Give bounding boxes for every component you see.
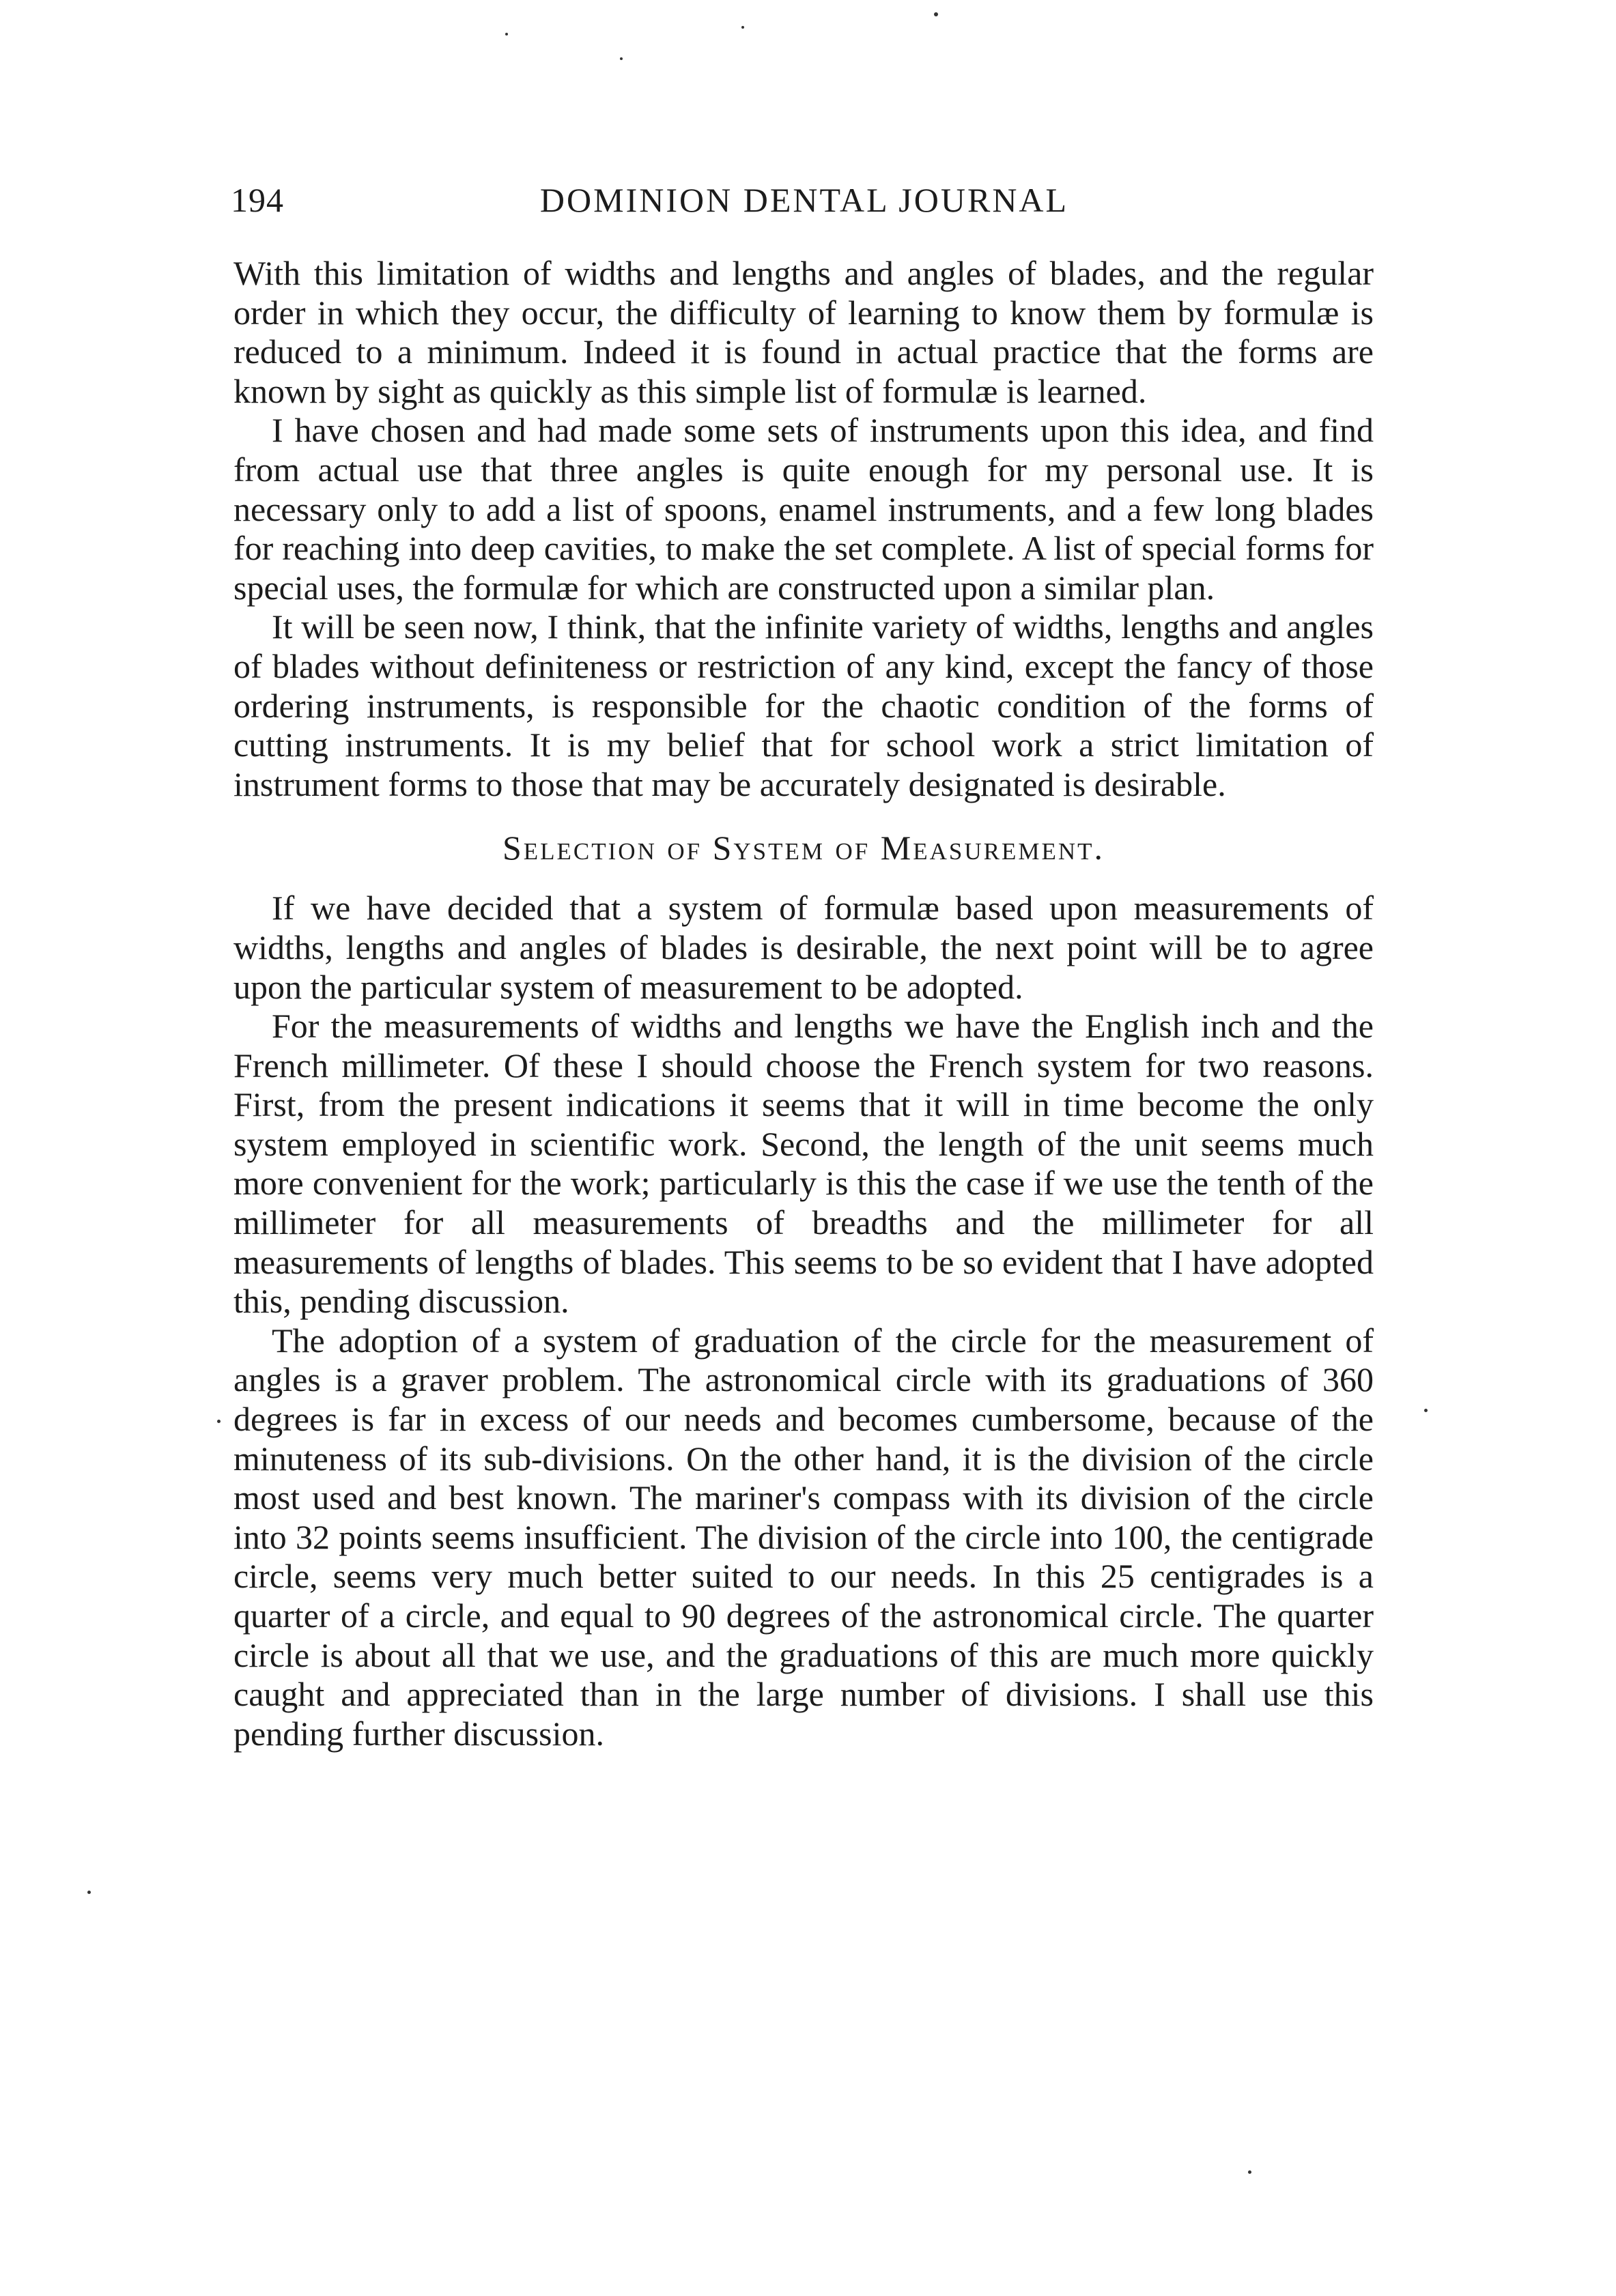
paragraph: The adoption of a system of graduation of the circle for the measurement of angles is a graver problem. The astronomical circle with its graduations of 360 degrees is far in excess of our needs and becomes cumbersome, because of the minuteness of its sub-divisions. On the other hand, it is the division of the circle most used and best known. The mariner's compass with its division of the circle into 32 points seems insufficient. The division of the circle into 100, the centigrade circle, seems very much better suited to our needs. In this 25 centigrades is a quarter of a circle, and equal to 90 degrees of the astronomical circle. The quarter circle is about all that we use, and the graduations of this are much more quickly caught and appreciated than in the large number of divisions. I shall use this pending further discussion.: [233, 1321, 1374, 1753]
article-body: [233, 254, 1374, 1753]
paragraph: It will be seen now, I think, that the infinite variety of widths, lengths and angles of blades without definiteness or restriction of any kind, except the fancy of those ordering instruments, is responsible for the chaotic condition of the forms of cutting instruments. It is my belief that for school work a strict limitation of instrument forms to those that may be accurately designated is desirable.: [233, 607, 1374, 803]
page-number: 194: [231, 181, 284, 219]
ink-speck: [741, 26, 744, 29]
ink-speck: [1424, 1409, 1428, 1412]
paragraph: With this limitation of widths and lengths and angles of blades, and the regular order in which they occur, the difficulty of learning to know them by formulæ is reduced to a minimum. Indeed it is found in actual practice that the forms are known by sight as quickly as this simple list of formulæ is learned.: [233, 254, 1374, 410]
paragraph: For the measurements of widths and lengths we have the English inch and the French millimeter. Of these I should choose the French system for two reasons. First, from the present indications it seems that it will in time become the only system employed in scientific work. Second, the length of the unit seems much more convenient for the work; particularly is this the case if we use the tenth of the millimeter for all measurements of breadths and the millimeter for all measurements of lengths of blades. This seems to be so evident that I have adopted this, pending discussion.: [233, 1007, 1374, 1321]
ink-speck: [505, 33, 508, 35]
paragraph: If we have decided that a system of formulæ based upon measurements of widths, lengths and angles of blades is desirable, the next point will be to agree upon the particular system of measurement to be adopted.: [233, 889, 1374, 1006]
ink-speck: [217, 1420, 221, 1423]
running-head: DOMINION DENTAL JOURNAL: [539, 181, 1069, 219]
section-heading: Selection of System of Measurement.: [502, 829, 1105, 867]
page-header: [231, 176, 1378, 224]
ink-speck: [1248, 2170, 1251, 2174]
ink-speck: [620, 57, 623, 60]
paragraph: I have chosen and had made some sets of instruments upon this idea, and find from actual use that three angles is quite enough for my personal use. It is necessary only to add a list of spoons, enamel instruments, and a few long blades for reaching into deep cavities, to make the set complete. A list of special forms for special uses, the formulæ for which are constructed upon a similar plan.: [233, 411, 1374, 607]
ink-speck: [934, 12, 938, 16]
ink-speck: [87, 1891, 91, 1894]
